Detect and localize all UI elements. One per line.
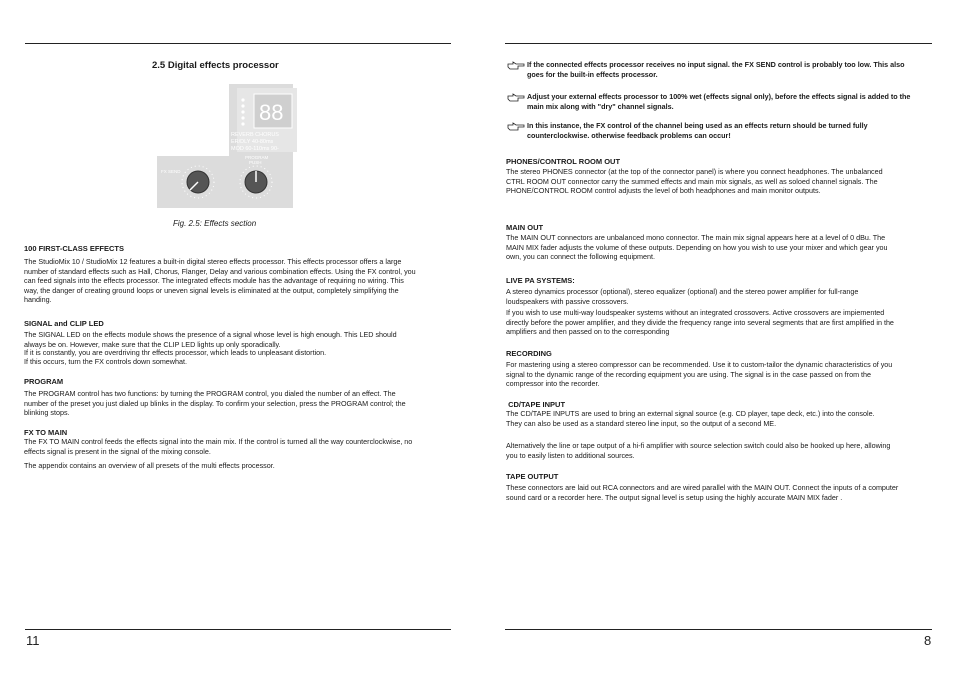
paragraph: Alternatively the line or tape output of a hi-fi amplifier with source selection switch could also be hooked up here, allowing you to easily listen to additional sources. xyxy=(506,441,891,460)
note-text: In this instance, the FX control of the channel being used as an effects return should be turned fully counterclockwise. otherwise feedback problems can occur! xyxy=(527,121,868,140)
svg-text:MOD 60-110ms 90-: MOD 60-110ms 90- xyxy=(231,146,279,152)
display-digits: 88 xyxy=(259,100,284,125)
effects-panel-illustration xyxy=(157,84,310,208)
left-bottom-rule xyxy=(25,629,451,630)
note-text: Adjust your external effects processor to 100% wet (effects signal only), before the effects signal is added to the main mix along with "dry" channel signals. xyxy=(527,92,911,111)
paragraph: The MAIN OUT connectors are unbalanced mono connector. The main mix signal appears here at a level of 0 dBu. The MAIN MIX fader adjusts the volume of these outputs. Depending on how you wish to use your mixer and which gear you own, you can connect the following equipment. xyxy=(506,233,888,261)
heading-fx-to-main: FX TO MAIN xyxy=(24,428,68,437)
paragraph: A stereo dynamics processor (optional), stereo equalizer (optional) and the stereo power amplifier for full-range loudspeakers with passive crossovers. xyxy=(506,287,859,306)
paragraph: The StudioMix 10 / StudioMix 12 features a built-in digital stereo effects processor. This effects processor offers a large number of standard effects such as Hall, Chorus, Flanger, Delay and various combination effects. Using the FX control, you can feed signals into the effects processor. The integrated effects module has the advantage of requiring no wiring. This way, the danger of creating ground loops or uneven signal levels is eliminated at the output, completely simplifying the handing. xyxy=(24,257,416,304)
paragraph: These connectors are laid out RCA connectors and are wired parallel with the MAIN OUT. Connect the inputs of a computer sound card or a recorder here. The output signal level is setup using the highly accurate MAIN MIX fader . xyxy=(506,483,899,502)
pointing-hand-icon xyxy=(507,122,525,131)
svg-text:REVERB CHORUS: REVERB CHORUS xyxy=(231,132,279,138)
note-text: If the connected effects processor receives no input signal. the FX SEND control is probably too low. This also goes for the built-in effects processor. xyxy=(527,60,905,79)
heading-program: PROGRAM xyxy=(24,377,64,386)
heading-signal-clip-led: SIGNAL and CLIP LED xyxy=(24,319,104,328)
effects-section-figure xyxy=(157,84,310,208)
heading-tape-output: TAPE OUTPUT xyxy=(506,472,559,481)
paragraph: The stereo PHONES connector (at the top of the connector panel) is where you connect headphones. The unbalanced CTRL ROOM OUT connector carry the summed effects and main mix signals, as well as soloed channel signals. The PHONE/CONTROL ROOM control adjusts the level of both headphones and main monitor outputs. xyxy=(506,167,883,195)
paragraph: The FX TO MAIN control feeds the effects signal into the main mix. If the control is turned all the way counterclockwise, no effects signal is present in the signal of the mixing console. xyxy=(24,437,413,456)
pointing-hand-icon xyxy=(507,61,525,70)
paragraph: If this occurs, turn the FX controls down somewhat. xyxy=(24,357,187,366)
right-bottom-rule xyxy=(505,629,932,630)
figure-caption: Fig. 2.5: Effects section xyxy=(173,219,257,228)
paragraph: The appendix contains an overview of all presets of the multi effects processor. xyxy=(24,461,275,470)
pointing-hand-icon xyxy=(507,93,525,102)
paragraph: The PROGRAM control has two functions: by turning the PROGRAM control, you dialed the number of an effect. The number of the preset you just dialed up blinks in the display. To confirm your selection, press the PROGRAM control; the blinking stops. xyxy=(24,389,406,417)
paragraph: If you wish to use multi-way loudspeaker systems without an integrated crossovers. Active crossovers are impiemented directly before the power amplifier, and they divide the frequency range into several segments that are first amplified in the amplifiers and then passed on to the corresponding xyxy=(506,308,894,336)
heading-recording: RECORDING xyxy=(506,349,552,358)
left-page-number: 11 xyxy=(26,633,40,648)
heading-main-out: MAIN OUT xyxy=(506,223,544,232)
heading-live-pa-systems: LIVE PA SYSTEMS: xyxy=(506,276,575,285)
section-title: 2.5 Digital effects processor xyxy=(152,60,279,71)
heading-first-class-effects: 100 FIRST-CLASS EFFECTS xyxy=(24,244,125,253)
svg-text:PUSH: PUSH xyxy=(249,160,262,165)
svg-text:FX SEND: FX SEND xyxy=(161,169,181,174)
heading-cd-tape-input: CD/TAPE INPUT xyxy=(506,400,566,409)
heading-phones-control-room-out: PHONES/CONTROL ROOM OUT xyxy=(506,157,621,166)
paragraph: The CD/TAPE INPUTS are used to bring an external signal source (e.g. CD player, tape deck, etc.) into the console. They can also be used as a standard stereo line input, so the output of a second ME. xyxy=(506,409,875,428)
paragraph: The SIGNAL LED on the effects module shows the presence of a signal whose level is high enough. This LED should always be on. However, make sure that the CLIP LED lights up only sporadically. xyxy=(24,330,397,349)
svg-text:ER/DLY 40-80ms: ER/DLY 40-80ms xyxy=(231,139,274,145)
svg-text:PROGRAM: PROGRAM xyxy=(245,155,269,160)
right-top-rule xyxy=(505,43,932,44)
paragraph: For mastering using a stereo compressor can be recommended. Use it to custom-tailor the dynamic characteristics of you signal to the dynamic range of the recording equipment you are using. The signal is in the case passed on from the compressor into the recorder. xyxy=(506,360,893,388)
left-top-rule xyxy=(25,43,451,44)
right-page-number: 8 xyxy=(924,633,932,648)
paragraph: If it is constantly, you are overdriving thr effects processor, which leads to unpleasant distortion. xyxy=(24,348,327,357)
